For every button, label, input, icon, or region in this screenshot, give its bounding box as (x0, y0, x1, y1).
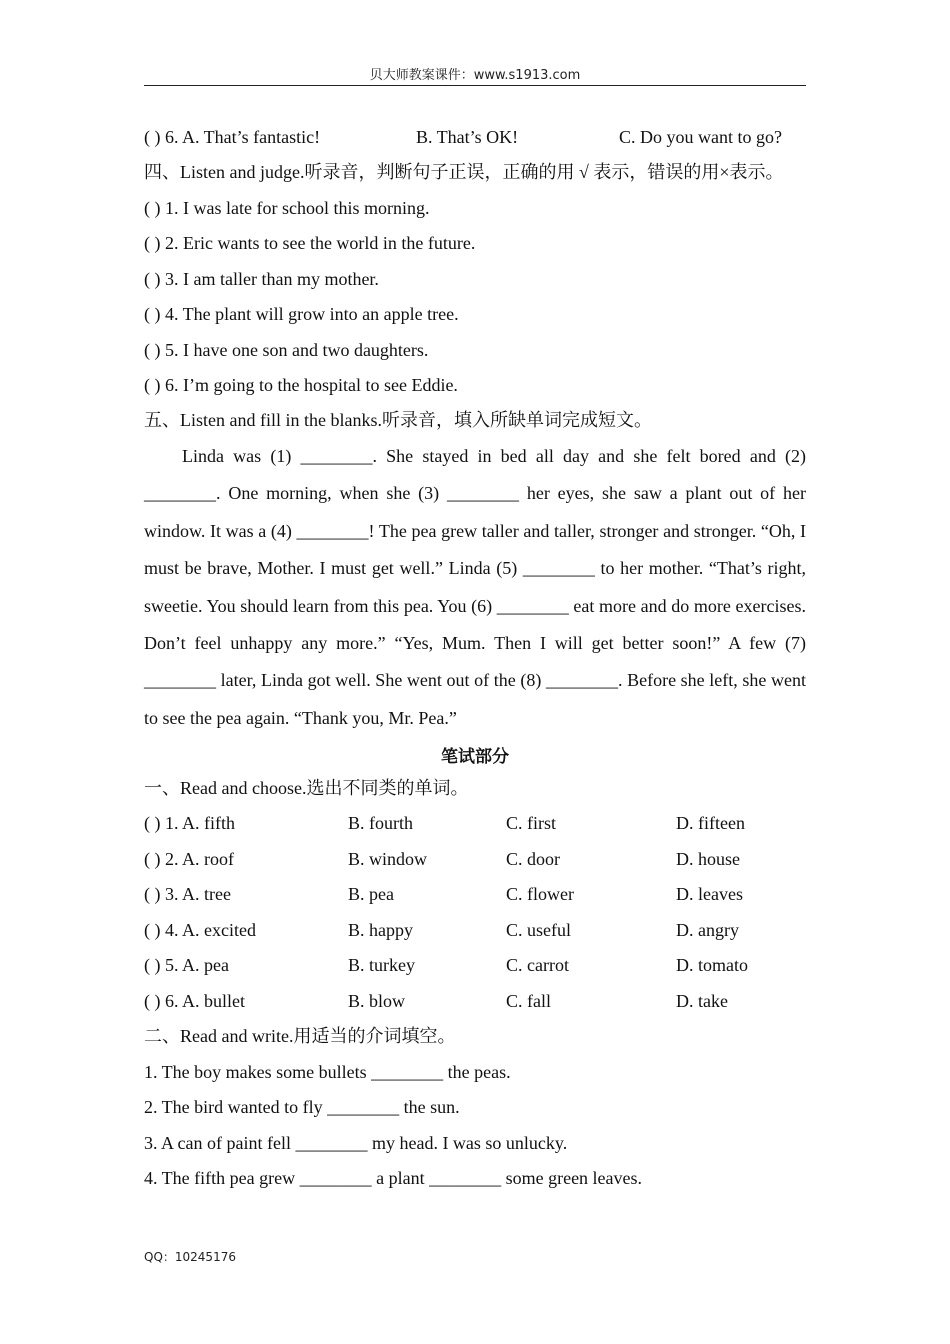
page-header: 贝大师教案课件：www.s1913.com (369, 68, 581, 83)
choice-d: D. leaves (676, 884, 743, 904)
fill-item-2: 2. The bird wanted to fly ________ the sun. (144, 1097, 460, 1117)
fill-item-3: 3. A can of paint fell ________ my head. I was so unlucky. (144, 1133, 568, 1153)
choice-a: ( ) 1. A. fifth (144, 813, 235, 833)
choice-d: D. tomato (676, 955, 748, 975)
choice-d: D. angry (676, 920, 739, 940)
judge-item-1: ( ) 1. I was late for school this morning. (144, 198, 430, 218)
choice-a: ( ) 2. A. roof (144, 849, 234, 869)
choice-a: ( ) 6. A. bullet (144, 991, 245, 1011)
section-4-title: 四、Listen and judge.听录音，判断句子正误，正确的用 √ 表示，错误的用×表示。 (144, 162, 784, 182)
choice-row (144, 919, 806, 941)
judge-item-5: ( ) 5. I have one son and two daughters. (144, 340, 429, 360)
judge-item-6: ( ) 6. I’m going to the hospital to see Eddie. (144, 375, 458, 395)
choice-b: B. window (348, 849, 428, 869)
choice-a: ( ) 5. A. pea (144, 955, 229, 975)
fill-item-1: 1. The boy makes some bullets ________ the peas. (144, 1062, 511, 1082)
choice-row (144, 990, 806, 1012)
choice-a: ( ) 4. A. excited (144, 920, 256, 940)
question-6-option-b: B. That’s OK! (416, 127, 519, 147)
choice-d: D. fifteen (676, 813, 745, 833)
judge-item-3: ( ) 3. I am taller than my mother. (144, 269, 379, 289)
choice-c: C. fall (506, 991, 551, 1011)
judge-item-2: ( ) 2. Eric wants to see the world in the future. (144, 233, 476, 253)
section-5-title: 五、Listen and fill in the blanks.听录音，填入所缺单词完成短文。 (144, 410, 652, 430)
choice-row (144, 848, 806, 870)
choice-c: C. carrot (506, 955, 569, 975)
choice-d: D. take (676, 991, 728, 1011)
question-6-option-a: ( ) 6. A. That’s fantastic! (144, 127, 321, 147)
written-part-title: 笔试部分 (441, 747, 509, 767)
part-1-title: 一、Read and choose.选出不同类的单词。 (144, 778, 469, 798)
question-6-option-c: C. Do you want to go? (619, 127, 782, 147)
choice-b: B. turkey (348, 955, 415, 975)
page-footer: QQ：10245176 (144, 1250, 236, 1264)
choice-c: C. flower (506, 884, 574, 904)
choice-d: D. house (676, 849, 740, 869)
choice-c: C. first (506, 813, 557, 833)
choice-b: B. happy (348, 920, 413, 940)
choice-c: C. useful (506, 920, 571, 940)
choice-row (144, 883, 806, 905)
part-2-title: 二、Read and write.用适当的介词填空。 (144, 1026, 456, 1046)
choice-b: B. blow (348, 991, 406, 1011)
choice-b: B. fourth (348, 813, 413, 833)
fill-item-4: 4. The fifth pea grew ________ a plant ________ some green leaves. (144, 1168, 643, 1188)
fill-in-passage: Linda was (1) ________. She stayed in bed all day and she felt bored and (2) ________. One morning, when she (3) ________ her eyes, she saw a plant out of her window. It was a (4) ________! The pea grew taller and taller, stronger and stronger. “Oh, I must be brave, Mother. I must get well.” Linda (5) ________ to her mother. “That’s right, sweetie. You should learn from this pea. You (6) ________ eat more and do more exercises. Don’t feel unhappy any more.” “Yes, Mum. Then I will get better soon!” A few (7) ________ later, Linda got well. She went out of the (8) ________. Before she left, she went to see the pea again. “Thank you, Mr. Pea.” (144, 446, 806, 728)
choice-a: ( ) 3. A. tree (144, 884, 231, 904)
choice-row (144, 812, 806, 834)
choice-row (144, 954, 806, 976)
header-divider (144, 85, 806, 86)
choice-c: C. door (506, 849, 560, 869)
choice-b: B. pea (348, 884, 394, 904)
judge-item-4: ( ) 4. The plant will grow into an apple tree. (144, 304, 459, 324)
